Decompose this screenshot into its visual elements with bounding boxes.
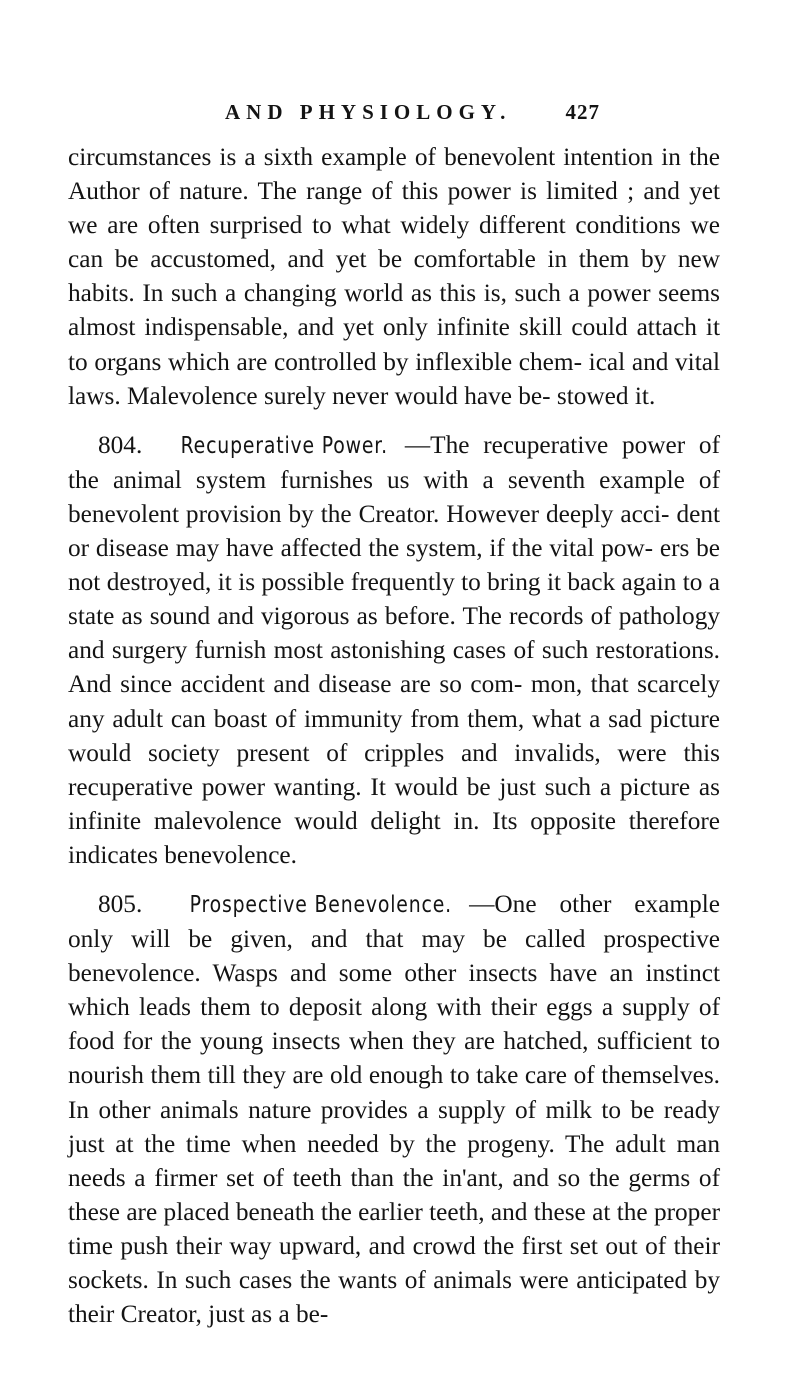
- paragraph-text: The recuperative power of the animal system furnishes us with a seventh example of benevolent provision by the Creator. However deeply acci- dent or disease may have affected the system, if the vital pow- ers be not destroyed, it is possible frequently to bring it back again to a state as sound and vigorous as before. The records of pathology and surgery furnish most astonishing cases of such restorations. And since accident and disease are so com- mon, that scarcely any adult can boast of immunity from them, what a sad picture would society present of cripples and invalids, were this recuperative power wanting. It would be just such a picture as infinite malevolence would delight in. Its opposite therefore indicates benevolence.: [68, 430, 720, 869]
- section-number: 805.: [98, 889, 143, 918]
- section-heading: Recuperative Power.: [180, 432, 388, 459]
- section-heading: Prospective Benevolence.: [189, 891, 453, 918]
- paragraph-text: circumstances is a sixth example of benevolent intention in the Author of nature. The range of this power is limited ; and yet we are often surprised to what widely different conditions we can be accustomed, and yet be comfortable in them by new habits. In such a changing world as this is, such a power seems almost indispensable, and yet only infinite skill could attach it to organs which are controlled by inflexible chem- ical and vital laws. Malevolence surely never would have be- stowed it.: [68, 143, 720, 410]
- section-number: 804.: [98, 430, 143, 459]
- section-dash: —: [404, 430, 431, 459]
- paragraph-continuation: [68, 140, 720, 413]
- body-text: [68, 140, 720, 1331]
- paragraph-text: One other example only will be given, and that may be called prospective benevolence. Wasps and some other insects have an instinct which leads them to deposit along with their eggs a supply of food for the young insects when they are hatched, sufficient to nourish them till they are old enough to take care of themselves. In other animals nature provides a supply of milk to be ready just at the time when needed by the progeny. The adult man needs a firmer set of teeth than the in'ant, and so the germs of these are placed beneath the earlier teeth, and these at the proper time push their way upward, and crowd the first set out of their sockets. In such cases the wants of animals were anticipated by their Creator, just as a be-: [68, 889, 720, 1329]
- section-804: [68, 428, 720, 872]
- section-dash: —: [469, 889, 495, 918]
- running-head: [225, 94, 600, 130]
- section-805: [68, 887, 720, 1331]
- page-number: 427: [565, 99, 600, 124]
- running-title: AND PHYSIOLOGY.: [225, 99, 512, 124]
